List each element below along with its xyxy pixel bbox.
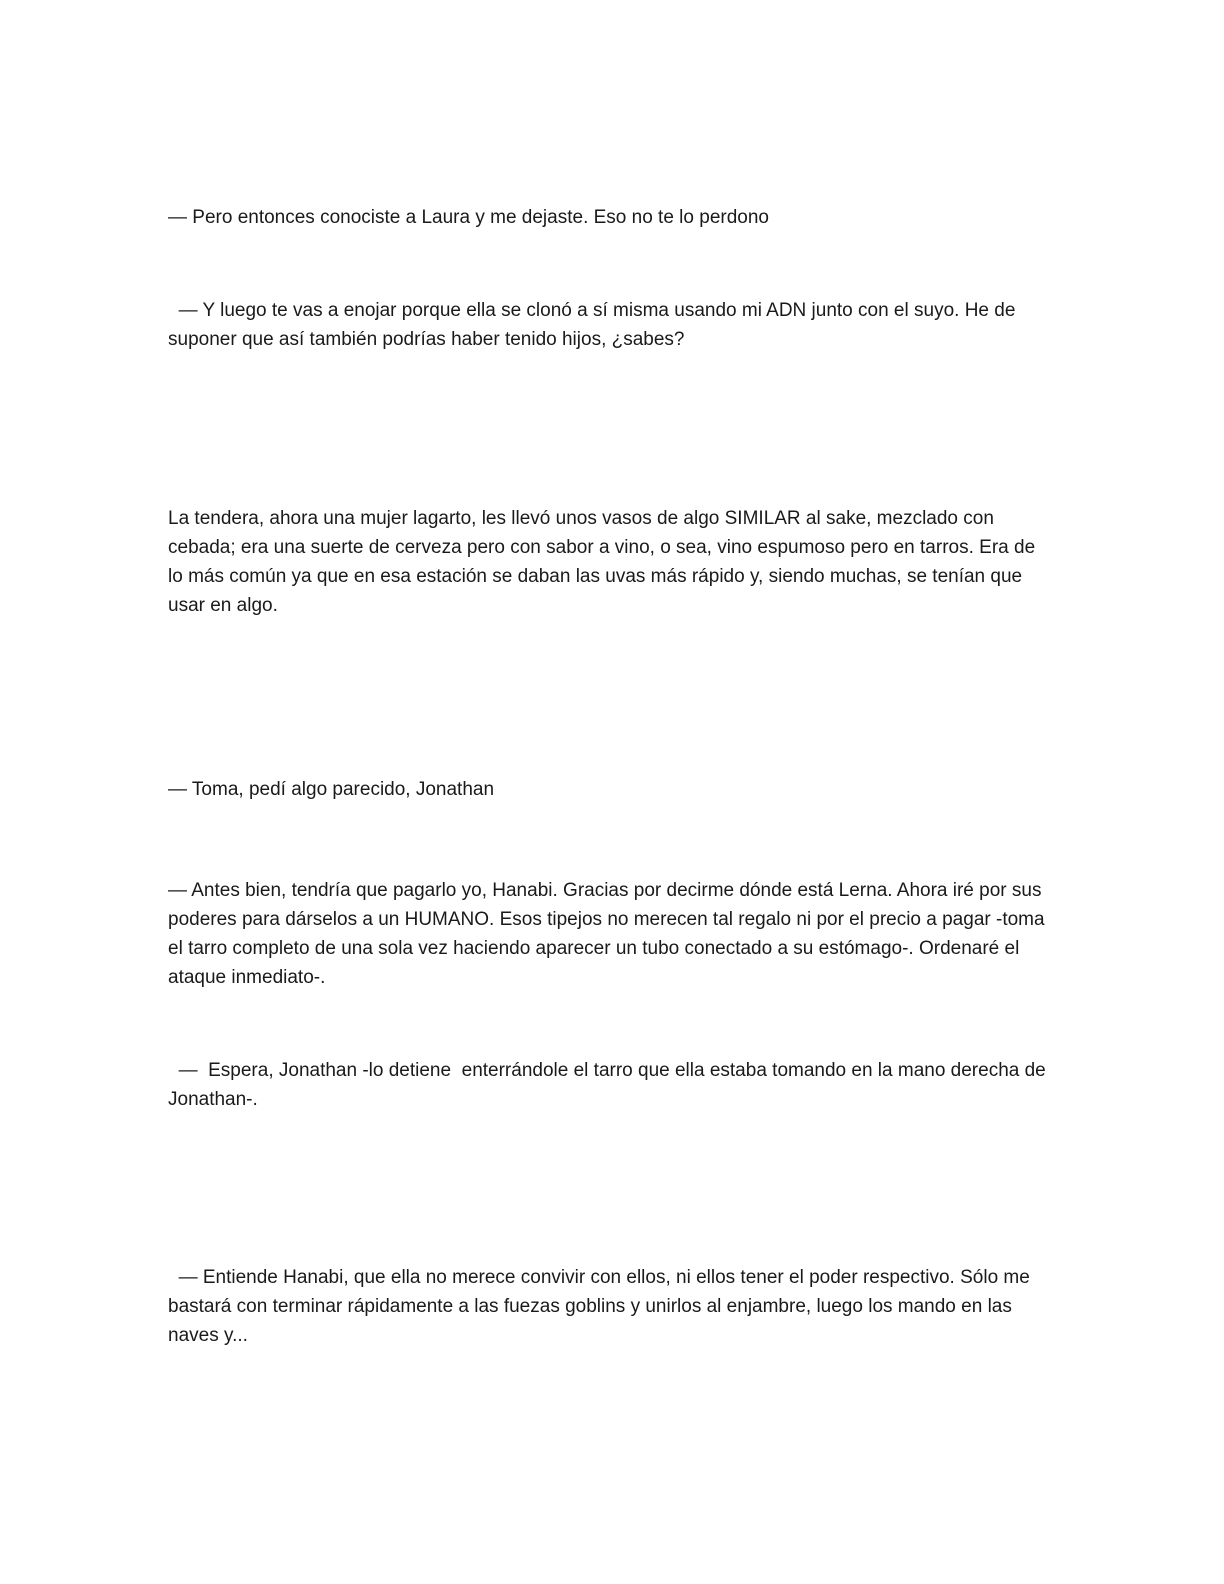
paragraph-6: — Espera, Jonathan -lo detiene enterrándole el tarro que ella estaba tomando en la mano derecha de Jonathan-. (168, 1060, 1052, 1110)
paragraph-2: — Y luego te vas a enojar porque ella se clonó a sí misma usando mi ADN junto con el suyo. He de suponer que así también podrías haber tenido hijos, ¿sabes? (168, 300, 1021, 350)
paragraph-4: — Toma, pedí algo parecido, Jonathan (168, 779, 495, 800)
paragraph-3: La tendera, ahora una mujer lagarto, les llevó unos vasos de algo SIMILAR al sake, mezclado con cebada; era una suerte de cerveza pero con sabor a vino, o sea, vino espumoso pero en tarros. Era de lo más común ya que en esa estación se daban las uvas más rápido y, siendo muchas, se tenían que usar en algo. (168, 508, 1036, 616)
paragraph-5: — Antes bien, tendría que pagarlo yo, Hanabi. Gracias por decirme dónde está Lerna. Ahora iré por sus poderes para dárselos a un HUMANO. Esos tipejos no merecen tal regalo ni por el precio a pagar -toma el tarro completo de una sola vez haciendo aparecer un tubo conectado a su estómago-. Ordenaré el ataque inmediato-. (168, 880, 1045, 988)
paragraph-7: — Entiende Hanabi, que ella no merece convivir con ellos, ni ellos tener el poder respectivo. Sólo me bastará con terminar rápidamente a las fuezas goblins y unirlos al enjambre, luego los mando en las naves y... (168, 1267, 1036, 1346)
paragraph-1: — Pero entonces conociste a Laura y me dejaste. Eso no te lo perdono (168, 207, 769, 228)
